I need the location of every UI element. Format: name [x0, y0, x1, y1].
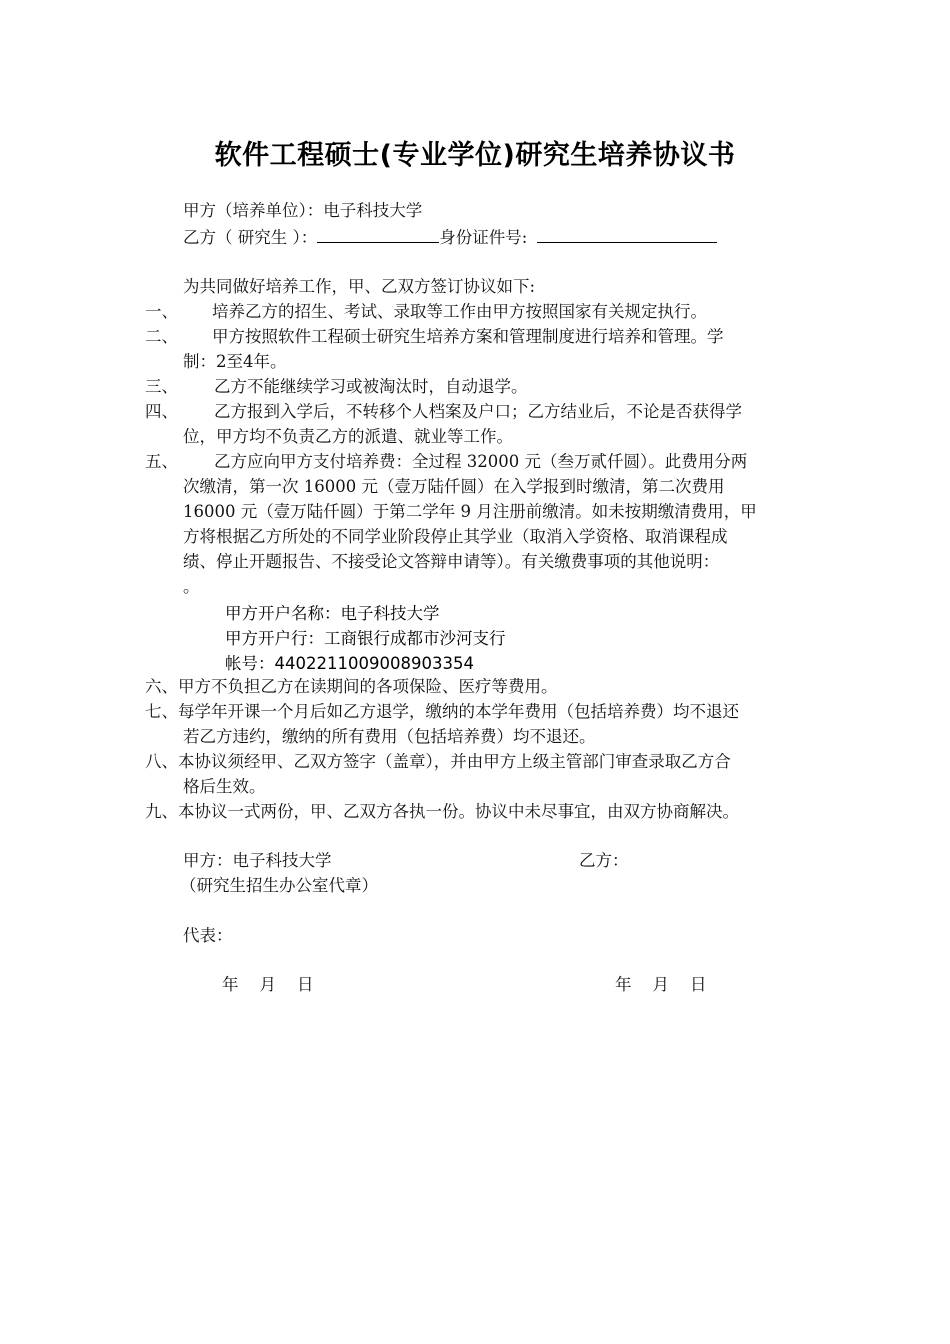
clause-6-line-1: 甲方不负担乙方在读期间的各项保险、医疗等费用。: [178, 677, 558, 696]
clause-8-line-1: 本协议须经甲、乙双方签字（盖章），并由甲方上级主管部门审查录取乙方合: [178, 752, 731, 771]
clause-1-num: 一、: [145, 302, 178, 321]
clause-9-num: 九、: [145, 802, 178, 821]
clause-4-line-1: 乙方报到入学后，不转移个人档案及户口；乙方结业后，不论是否获得学: [214, 402, 742, 421]
page-title: 软件工程硕士(专业学位)研究生培养协议书: [214, 140, 736, 171]
clause-4-num: 四、: [145, 402, 178, 421]
bank-account-number: 帐号：4402211009008903354: [225, 654, 474, 673]
clause-3-num: 三、: [145, 377, 178, 396]
clause-2-num: 二、: [145, 327, 178, 346]
clause-8-line-2: 格后生效。: [183, 777, 266, 796]
clause-5-line-5: 绩、停止开题报告、不接受论文答辩申请等）。有关缴费事项的其他说明：: [183, 552, 720, 571]
clause-7: [145, 700, 739, 724]
date-left: 年 月 日: [222, 975, 314, 994]
party-b-line: [183, 226, 717, 250]
clause-6-num: 六、: [145, 677, 178, 696]
intro-text: 为共同做好培养工作，甲、乙双方签订协议如下:: [183, 277, 536, 296]
clause-5-line-3: 16000 元（壹万陆仟圆）于第二学年 9 月注册前缴清。如未按期缴清费用，甲: [183, 502, 757, 521]
clause-5-line-1: 乙方应向甲方支付培养费：全过程 32000 元（叁万贰仟圆）。此费用分两: [214, 452, 748, 471]
clause-9: [145, 800, 739, 824]
clause-5-line-2: 次缴清，第一次 16000 元（壹万陆仟圆）在入学报到时缴清，第二次费用: [183, 477, 725, 496]
representative-label: 代表：: [183, 926, 233, 945]
clause-7-line-1: 每学年开课一个月后如乙方退学，缴纳的本学年费用（包括培养费）均不退还: [178, 702, 739, 721]
signature-party-a-note: （研究生招生办公室代章）: [180, 876, 378, 895]
signature-party-a: 甲方：电子科技大学: [183, 851, 332, 870]
clause-9-line-1: 本协议一式两份，甲、乙双方各执一份。协议中未尽事宜，由双方协商解决。: [178, 802, 739, 821]
party-b-label: 乙方（ 研究生 ）：: [183, 228, 318, 247]
id-number-label: 身份证件号:: [439, 228, 528, 247]
clause-1-line-1: 培养乙方的招生、考试、录取等工作由甲方按照国家有关规定执行。: [212, 302, 707, 321]
signature-party-b: 乙方：: [579, 851, 629, 870]
bank-account-name: 甲方开户名称：电子科技大学: [225, 604, 440, 623]
clause-4-line-2: 位，甲方均不负责乙方的派遣、就业等工作。: [183, 427, 513, 446]
clause-7-num: 七、: [145, 702, 178, 721]
clause-8-num: 八、: [145, 752, 178, 771]
party-a-line: [183, 199, 422, 223]
clause-5-num: 五、: [145, 452, 178, 471]
clause-8: [145, 750, 731, 774]
clause-5-line-6: 。: [183, 577, 200, 596]
bank-name: 甲方开户行：工商银行成都市沙河支行: [225, 629, 506, 648]
party-a-value: 电子科技大学: [323, 201, 423, 220]
party-a-label: 甲方（培养单位）：: [183, 201, 324, 220]
date-right: 年 月 日: [615, 975, 707, 994]
clause-3-line-1: 乙方不能继续学习或被淘汰时，自动退学。: [214, 377, 528, 396]
clause-2-line-1: 甲方按照软件工程硕士研究生培养方案和管理制度进行培养和管理。学: [212, 327, 724, 346]
id-number-blank[interactable]: [537, 226, 717, 243]
clause-6: [145, 675, 558, 699]
clause-2-line-2: 制：2至4年。: [183, 352, 287, 371]
clause-5-line-4: 方将根据乙方所处的不同学业阶段停止其学业（取消入学资格、取消课程成: [183, 527, 728, 546]
clause-7-line-2: 若乙方违约，缴纳的所有费用（包括培养费）均不退还。: [183, 727, 596, 746]
student-name-blank[interactable]: [317, 226, 439, 243]
